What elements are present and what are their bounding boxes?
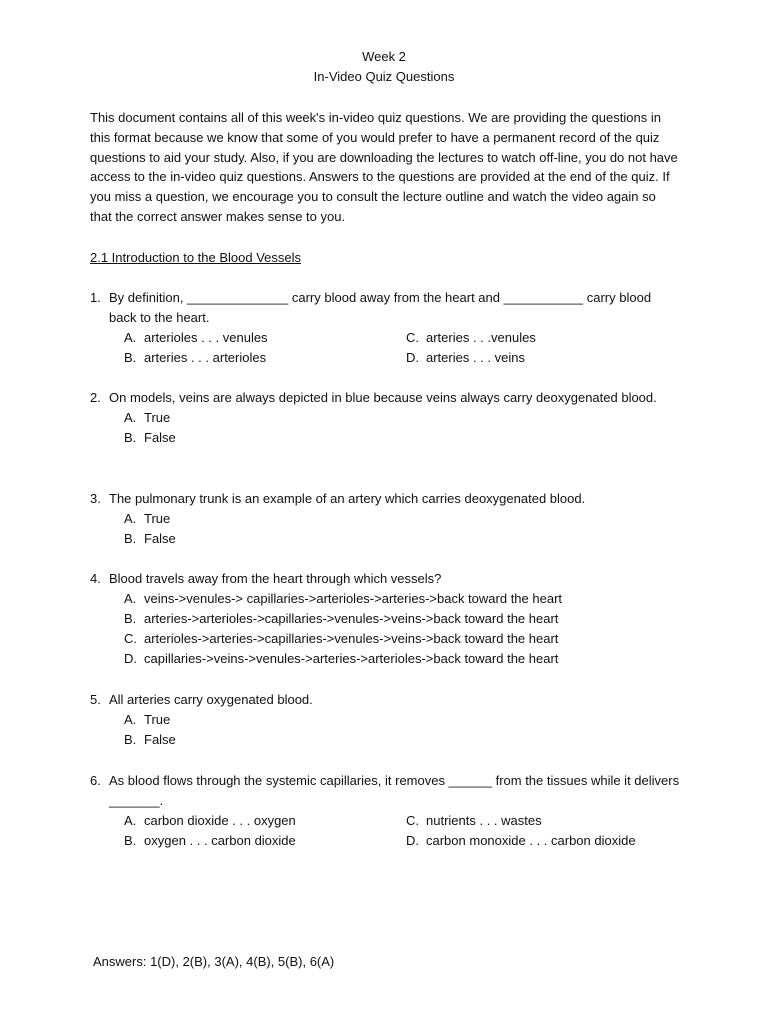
question-3 — [90, 489, 680, 549]
question-number: 4. — [90, 571, 101, 586]
option-b: B. False — [124, 430, 176, 445]
document-title: Week 2 — [362, 49, 406, 64]
question-5 — [90, 690, 680, 750]
option-list — [124, 710, 680, 750]
option-d: D. arteries . . . veins — [406, 350, 525, 365]
intro-paragraph: This document contains all of this week's in-video quiz questions. We are providing the questions in this format because we know that some of you would prefer to have a permanent record of the quiz questions to aid your study. Also, if you are downloading the lectures to watch off-line, you do not have access to the in-video quiz questions. Answers to the questions are provided at the end of the quiz. If you miss a question, we encourage you to consult the lecture outline and watch the video again so that the correct answer makes sense to you. — [90, 110, 678, 224]
option-c: C. arteries . . .venules — [406, 330, 536, 345]
question-number: 1. — [90, 290, 101, 305]
question-number: 2. — [90, 390, 101, 405]
option-d: D. carbon monoxide . . . carbon dioxide — [406, 833, 636, 848]
option-b: B. arteries . . . arterioles — [124, 350, 267, 365]
option-list — [124, 811, 680, 851]
section-heading: 2.1 Introduction to the Blood Vessels — [90, 250, 302, 265]
question-number: 5. — [90, 692, 101, 707]
option-b: B. oxygen . . . carbon dioxide — [124, 833, 296, 848]
option-a: A. arterioles . . . venules — [124, 330, 268, 345]
option-c: C. arterioles->arteries->capillaries->venules->veins->back toward the heart — [124, 631, 559, 646]
option-a: A. carbon dioxide . . . oxygen — [124, 813, 296, 828]
question-number: 6. — [90, 773, 101, 788]
option-d: D. capillaries->veins->venules->arteries->arterioles->back toward the heart — [124, 651, 559, 666]
option-list — [124, 328, 680, 368]
question-number: 3. — [90, 491, 101, 506]
document-subtitle: In-Video Quiz Questions — [313, 69, 455, 84]
question-text: As blood flows through the systemic capillaries, it removes ______ from the tissues while it delivers _______. — [109, 773, 680, 808]
question-text: Blood travels away from the heart through which vessels? — [109, 571, 442, 586]
question-text: The pulmonary trunk is an example of an artery which carries deoxygenated blood. — [109, 491, 586, 506]
answer-key: Answers: 1(D), 2(B), 3(A), 4(B), 5(B), 6(A) — [93, 954, 335, 969]
option-list — [124, 589, 680, 669]
document-header — [0, 47, 768, 87]
question-1 — [90, 288, 680, 368]
question-2 — [90, 388, 680, 448]
option-a: A. True — [124, 511, 171, 526]
question-6 — [90, 771, 680, 851]
option-b: B. False — [124, 732, 176, 747]
question-text: All arteries carry oxygenated blood. — [109, 692, 313, 707]
option-b: B. arteries->arterioles->capillaries->venules->veins->back toward the heart — [124, 611, 559, 626]
option-c: C. nutrients . . . wastes — [406, 813, 542, 828]
option-b: B. False — [124, 531, 176, 546]
question-text: By definition, ______________ carry blood away from the heart and ___________ carry blood back to the heart. — [109, 290, 652, 325]
option-a: A. True — [124, 410, 171, 425]
question-4 — [90, 569, 680, 669]
question-text: On models, veins are always depicted in blue because veins always carry deoxygenated blood. — [109, 390, 657, 405]
option-list — [124, 509, 680, 549]
option-list — [124, 408, 680, 448]
option-a: A. True — [124, 712, 171, 727]
option-a: A. veins->venules-> capillaries->arterioles->arteries->back toward the heart — [124, 591, 563, 606]
